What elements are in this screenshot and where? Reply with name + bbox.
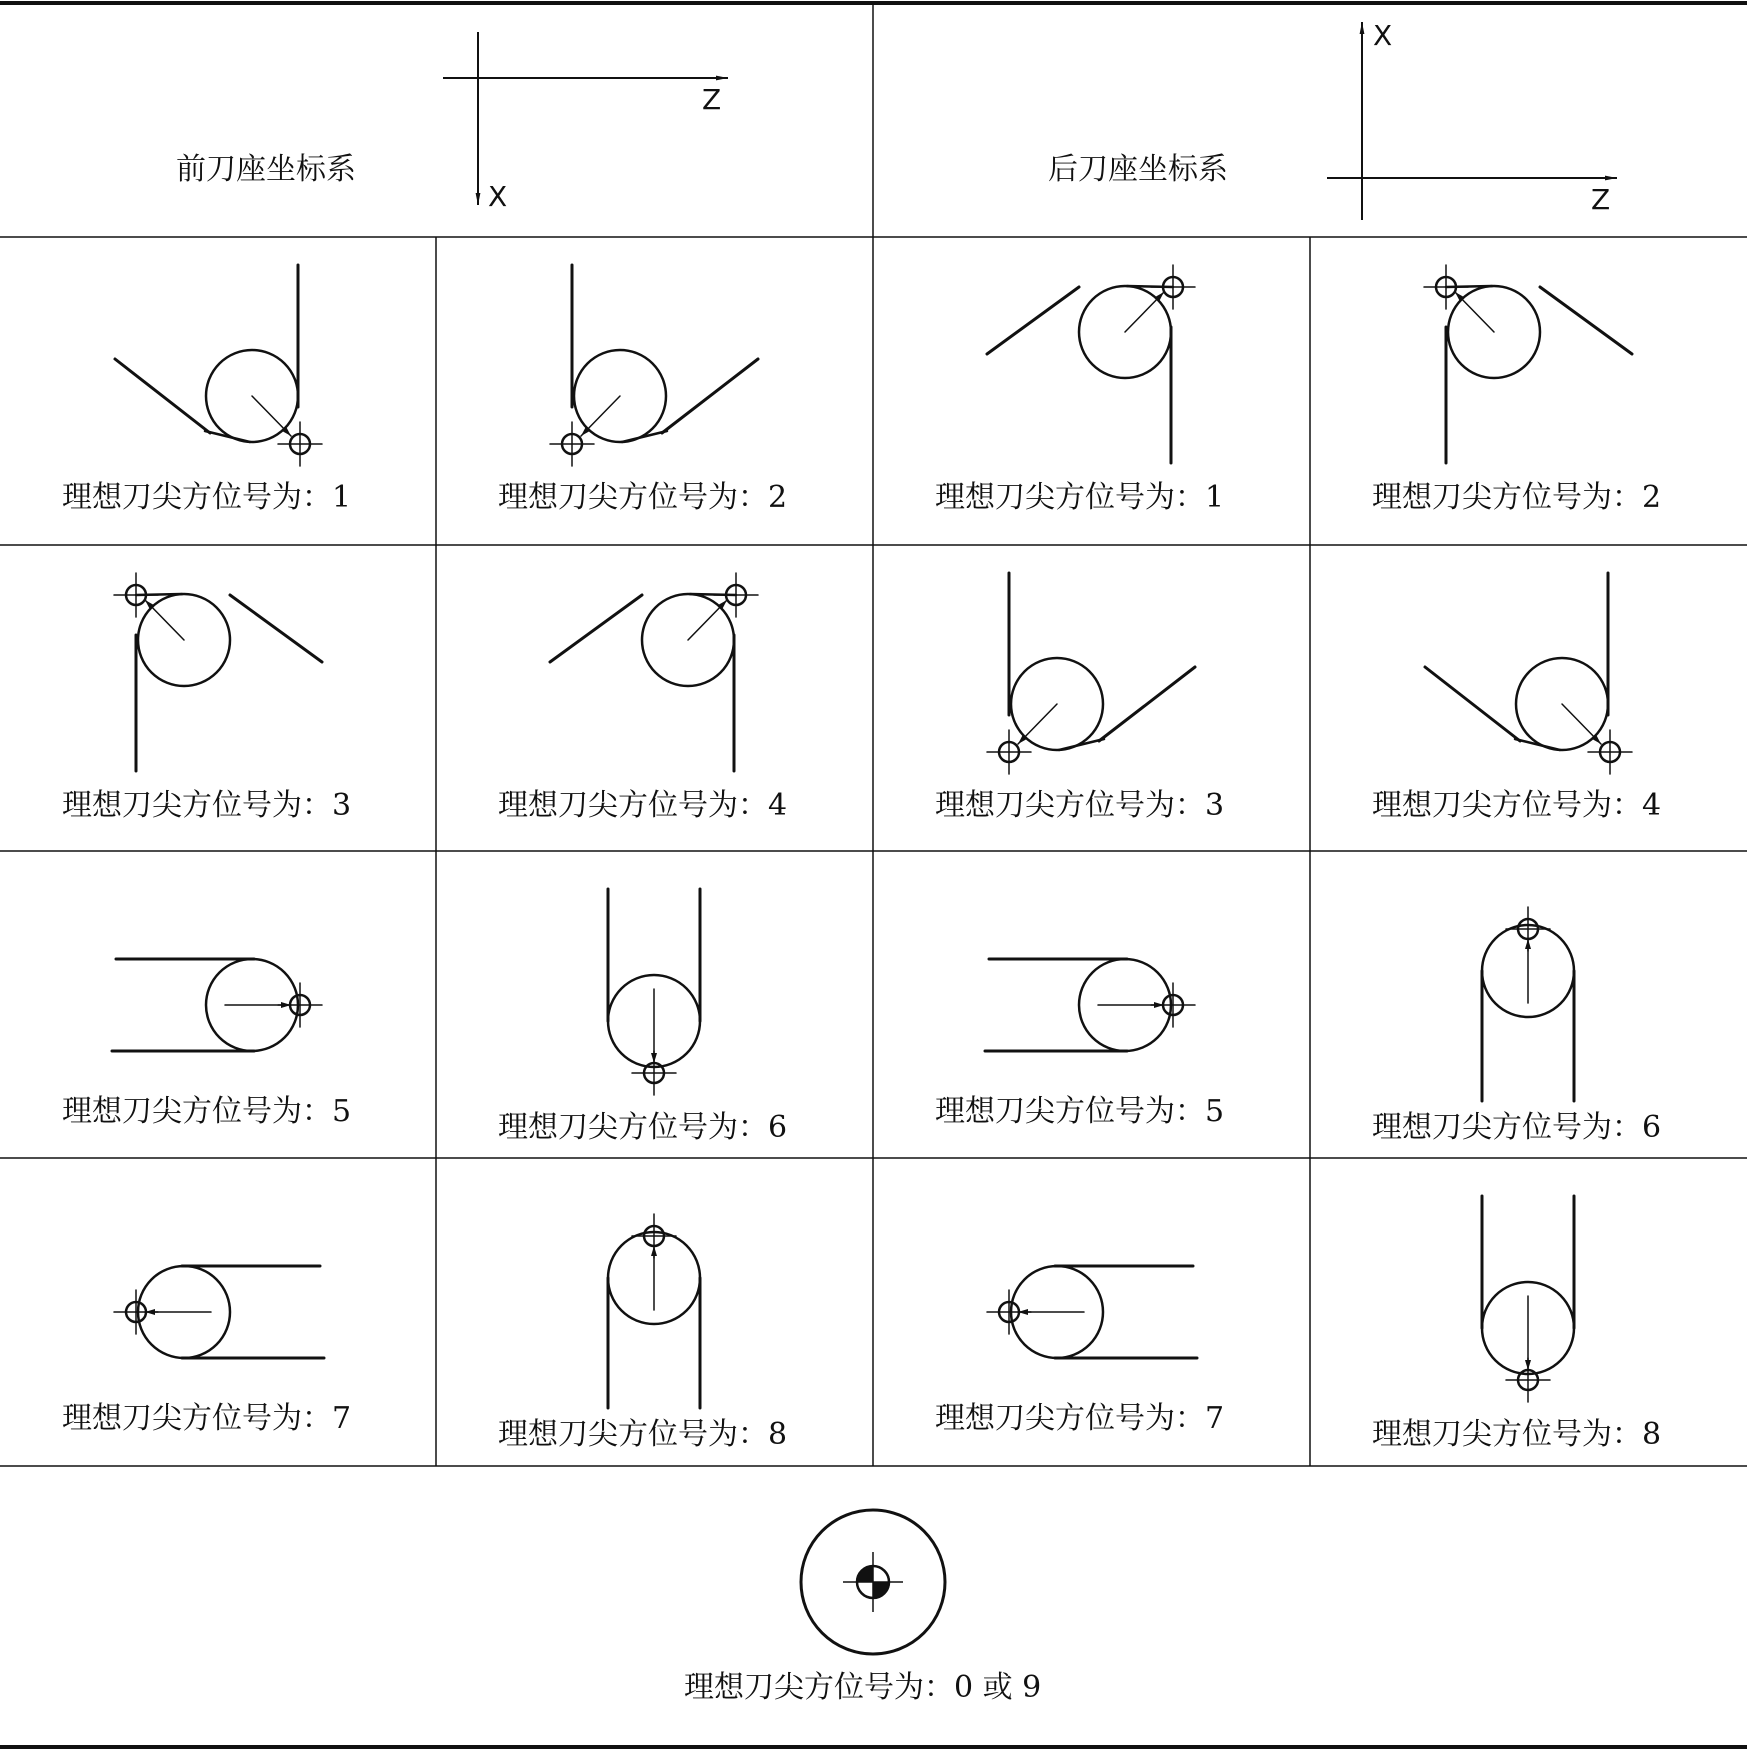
orientation-label-prefix: 理想刀尖方位号为： bbox=[1372, 1110, 1642, 1145]
table-grid bbox=[0, 3, 1747, 1747]
front-coordinate-axes bbox=[443, 32, 728, 205]
orientation-label bbox=[62, 480, 352, 515]
tool-icon-D bbox=[550, 573, 758, 771]
orientation-label bbox=[62, 1094, 352, 1129]
rear-z-axis-label: Z bbox=[1591, 183, 1611, 216]
orientation-label-prefix: 理想刀尖方位号为： bbox=[498, 1110, 768, 1145]
orientation-label bbox=[935, 788, 1225, 823]
orientation-label bbox=[935, 480, 1225, 515]
tool-icon-H bbox=[608, 1214, 700, 1408]
tool-icon-G bbox=[114, 1266, 324, 1358]
tool-icon-E bbox=[112, 959, 322, 1051]
orientation-label-prefix: 理想刀尖方位号为： bbox=[62, 788, 332, 823]
orientation-label-prefix: 理想刀尖方位号为： bbox=[62, 480, 332, 515]
orientation-number: 3 bbox=[332, 788, 352, 823]
tool-icon-B bbox=[987, 573, 1195, 774]
orientation-label-prefix: 理想刀尖方位号为： bbox=[498, 788, 768, 823]
orientation-label bbox=[935, 1401, 1225, 1436]
orientation-number: 4 bbox=[768, 788, 788, 823]
orientation-label-prefix: 理想刀尖方位号为： bbox=[1372, 480, 1642, 515]
orientation-number: 6 bbox=[1642, 1110, 1662, 1145]
tool-icon-F bbox=[608, 889, 700, 1095]
orientation-number: 6 bbox=[768, 1110, 788, 1145]
orientation-label-prefix: 理想刀尖方位号为： bbox=[62, 1094, 332, 1129]
front-x-axis-label: X bbox=[488, 180, 508, 213]
front-holder-title: 前刀座坐标系 bbox=[176, 152, 356, 187]
center-tool-icon bbox=[801, 1510, 945, 1654]
orientation-label bbox=[62, 1401, 352, 1436]
tool-icon-E bbox=[985, 959, 1195, 1051]
orientation-label bbox=[498, 788, 788, 823]
orientation-number: 1 bbox=[1205, 480, 1225, 515]
tool-icon-B bbox=[550, 265, 758, 466]
orientation-label bbox=[498, 1110, 788, 1145]
orientation-number: 7 bbox=[1205, 1401, 1225, 1436]
orientation-label bbox=[1372, 480, 1662, 515]
orientation-label bbox=[62, 788, 352, 823]
orientation-label-prefix: 理想刀尖方位号为： bbox=[498, 1417, 768, 1452]
orientation-number: 5 bbox=[1205, 1094, 1225, 1129]
tool-icon-H bbox=[1482, 907, 1574, 1101]
orientation-label bbox=[1372, 788, 1662, 823]
tool-icon-A bbox=[115, 265, 322, 466]
orientation-label-prefix: 理想刀尖方位号为： bbox=[62, 1401, 332, 1436]
orientation-number: 5 bbox=[332, 1094, 352, 1129]
orientation-number: 8 bbox=[768, 1417, 788, 1452]
orientation-label bbox=[935, 1094, 1225, 1129]
orientation-number: 3 bbox=[1205, 788, 1225, 823]
orientation-label bbox=[498, 480, 788, 515]
tool-icon-F bbox=[1482, 1196, 1574, 1402]
center-orientation-label: 理想刀尖方位号为：0 或 9 bbox=[684, 1670, 1042, 1705]
rear-coordinate-axes bbox=[1327, 19, 1617, 220]
orientation-label bbox=[1372, 1417, 1662, 1452]
orientation-label bbox=[1372, 1110, 1662, 1145]
tool-icon-D bbox=[987, 265, 1195, 463]
rear-x-axis-label: X bbox=[1373, 19, 1393, 52]
orientation-number: 1 bbox=[332, 480, 352, 515]
front-z-axis-label: Z bbox=[702, 83, 722, 116]
orientation-number: 8 bbox=[1642, 1417, 1662, 1452]
orientation-label bbox=[498, 1417, 788, 1452]
rear-holder-title: 后刀座坐标系 bbox=[1048, 152, 1228, 187]
orientation-label-prefix: 理想刀尖方位号为： bbox=[1372, 1417, 1642, 1452]
orientation-label-prefix: 理想刀尖方位号为： bbox=[498, 480, 768, 515]
orientation-label-prefix: 理想刀尖方位号为： bbox=[935, 788, 1205, 823]
orientation-label-prefix: 理想刀尖方位号为： bbox=[935, 480, 1205, 515]
tool-icon-A bbox=[1425, 573, 1632, 774]
orientation-label-prefix: 理想刀尖方位号为： bbox=[935, 1094, 1205, 1129]
orientation-number: 2 bbox=[768, 480, 788, 515]
orientation-number: 7 bbox=[332, 1401, 352, 1436]
orientation-number: 4 bbox=[1642, 788, 1662, 823]
orientation-number: 2 bbox=[1642, 480, 1662, 515]
tool-icon-G bbox=[987, 1266, 1197, 1358]
tool-icon-C bbox=[114, 573, 322, 771]
tool-icon-C bbox=[1424, 265, 1632, 463]
orientation-label-prefix: 理想刀尖方位号为： bbox=[935, 1401, 1205, 1436]
orientation-label-prefix: 理想刀尖方位号为： bbox=[1372, 788, 1642, 823]
